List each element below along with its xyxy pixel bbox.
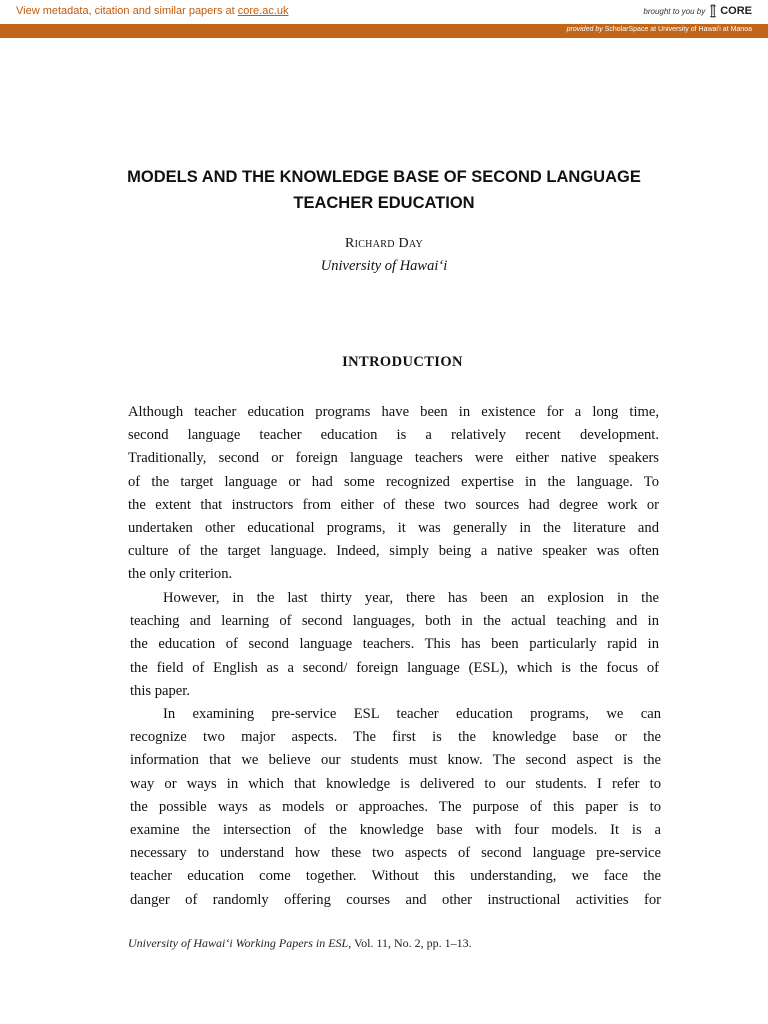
paragraph-line: culture of the target language. Indeed, simply being a native speaker was often [128,543,659,560]
paragraph-2 [130,587,659,703]
core-provided-strip [0,24,768,38]
core-logo-icon [708,4,718,18]
brought-to-you-label: brought to you by [643,6,706,16]
paper-title-line-1: MODELS AND THE KNOWLEDGE BASE OF SECOND LANGUAGE [127,168,641,186]
core-metadata-text [16,5,289,17]
paragraph-1 [128,401,659,587]
paper-title-line-2: TEACHER EDUCATION [293,194,475,212]
core-banner [0,0,768,38]
paragraph-line: Traditionally, second or foreign language teachers were either native speakers [128,450,659,467]
paragraph-line: Although teacher education programs have been in existence for a long time, [128,404,659,420]
core-link-prefix: View metadata, citation and similar papers at [16,5,235,17]
paragraph-line: the extent that instructors from either of these two sources had degree work or [128,496,659,513]
paragraph-3 [130,703,661,912]
paragraph-line: of the target language or had some recognized expertise in the language. To [128,473,659,490]
author-affiliation: University of Hawai‘i [320,258,448,274]
paragraph-line: In examining pre-service ESL teacher education programs, we can [163,706,661,722]
paper-title [100,164,668,216]
core-brought-by[interactable] [643,4,752,18]
provided-by-source: ScholarSpace at University of Hawai'i at Manoa [604,26,752,33]
paragraph-line: the education of second language teachers. This has been particularly rapid in [130,636,659,653]
core-logo[interactable] [708,4,752,18]
paragraph-line: second language teacher education is a relatively recent development. [128,427,659,444]
footer-volume: , Vol. 11, No. 2, pp. 1–13. [348,936,472,950]
paragraph-line: However, in the last thirty year, there has been an explosion in the [163,590,659,606]
provided-by-label: provided by [566,26,603,33]
paragraph-line: the field of English as a second/ foreign language (ESL), which is the focus of [130,659,659,676]
paragraph-line: this paper. [130,682,190,699]
footer-citation [128,936,472,951]
paragraph-line: teaching and learning of second languages, both in the actual teaching and in [130,613,659,630]
paragraph-line: undertaken other educational programs, it was generally in the literature and [128,519,659,536]
author-name-text: Richard Day [344,236,424,251]
paragraph-line: teacher education come together. Without this understanding, we face the [130,868,661,885]
provided-by-text [567,26,752,33]
paragraph-line: information that we believe our students must know. The second aspect is the [130,752,661,769]
paragraph-line: danger of randomly offering courses and other instructional activities for [130,891,661,908]
core-banner-top [0,0,768,25]
paragraph-line: the only criterion. [128,566,233,583]
paragraph-line: necessary to understand how these two aspects of second language pre-service [130,845,661,862]
core-logo-text: CORE [720,5,752,17]
paragraph-line: way or ways in which that knowledge is delivered to our students. I refer to [130,775,661,792]
footer-journal: University of Hawai‘i Working Papers in ESL [128,936,349,950]
section-heading-introduction: INTRODUCTION [342,354,463,370]
paragraph-line: examine the intersection of the knowledge base with four models. It is a [130,821,661,838]
paragraph-line: the possible ways as models or approaches. The purpose of this paper is to [130,798,661,815]
author-name [0,236,768,252]
core-link[interactable]: core.ac.uk [237,5,289,17]
paragraph-line: recognize two major aspects. The first is the knowledge base or the [130,729,661,746]
